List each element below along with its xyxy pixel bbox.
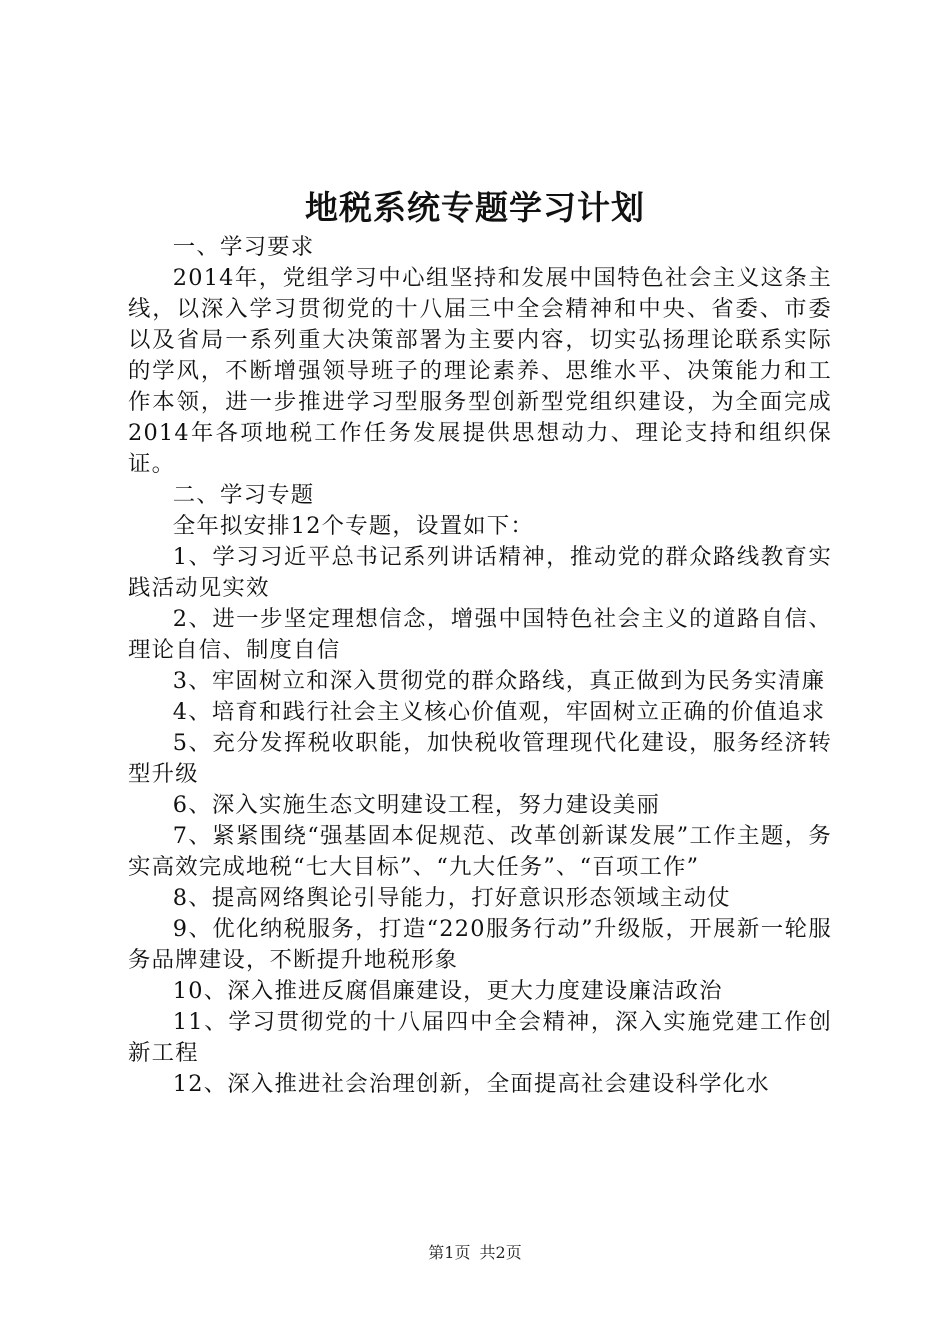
list-item: 2、进一步坚定理想信念，增强中国特色社会主义的道路自信、理论自信、制度自信 xyxy=(128,606,832,663)
body-paragraph: 全年拟安排12个专题，设置如下： xyxy=(172,513,534,539)
list-item: 12、深入推进社会治理创新，全面提高社会建设科学化水 xyxy=(172,1071,770,1097)
page-number: 第1页 xyxy=(428,1243,471,1262)
list-item: 7、紧紧围绕“强基固本促规范、改革创新谋发展”工作主题，务实高效完成地税“七大目标”、“九大任务”、“百项工作” xyxy=(128,823,832,880)
list-item: 10、深入推进反腐倡廉建设，更大力度建设廉洁政治 xyxy=(172,978,723,1004)
document-title: 地税系统专题学习计划 xyxy=(305,188,645,227)
list-item: 8、提高网络舆论引导能力，打好意识形态领域主动仗 xyxy=(172,885,731,911)
list-item: 9、优化纳税服务，打造“220服务行动”升级版，开展新一轮服务品牌建设，不断提升地税形象 xyxy=(128,916,832,973)
page-footer xyxy=(0,1242,950,1264)
section-heading: 二、学习专题 xyxy=(172,482,315,508)
list-item: 6、深入实施生态文明建设工程，努力建设美丽 xyxy=(172,792,661,818)
section-heading: 一、学习要求 xyxy=(172,234,315,260)
list-item: 4、培育和践行社会主义核心价值观，牢固树立正确的价值追求 xyxy=(172,699,826,725)
body-paragraph: 2014年，党组学习中心组坚持和发展中国特色社会主义这条主线，以深入学习贯彻党的十八届三中全会精神和中央、省委、市委以及省局一系列重大决策部署为主要内容，切实弘扬理论联系实际的学风，不断增强领导班子的理论素养、思维水平、决策能力和工作本领，进一步推进学习型服务型创新型党组织建设，为全面完成2014年各项地税工作任务发展提供思想动力、理论支持和组织保证。 xyxy=(128,265,832,477)
list-item: 1、学习习近平总书记系列讲话精神，推动党的群众路线教育实践活动见实效 xyxy=(128,544,832,601)
list-item: 3、牢固树立和深入贯彻党的群众路线，真正做到为民务实清廉 xyxy=(172,668,826,694)
list-item: 11、学习贯彻党的十八届四中全会精神，深入实施党建工作创新工程 xyxy=(128,1009,832,1066)
page-total: 共2页 xyxy=(479,1243,522,1262)
document-body xyxy=(128,232,832,1100)
list-item: 5、充分发挥税收职能，加快税收管理现代化建设，服务经济转型升级 xyxy=(128,730,832,787)
